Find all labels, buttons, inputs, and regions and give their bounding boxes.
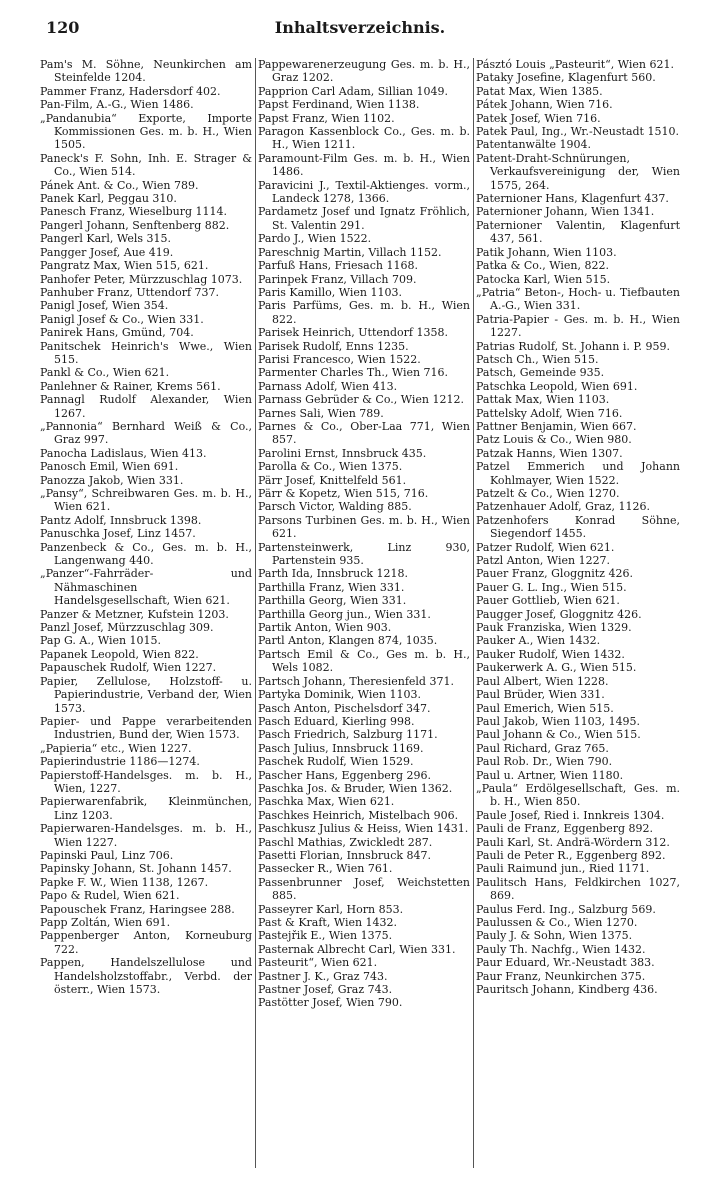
index-entry: Pangger Josef, Aue 419.: [40, 245, 174, 259]
index-entry: Panozza Jakob, Wien 331.: [40, 473, 184, 487]
index-entry: Patek Paul, Ing., Wr.-Neustadt 1510.: [476, 125, 679, 139]
index-entry: Pattak Max, Wien 1103.: [476, 393, 610, 407]
index-entry: Paramount-Film Ges. m. b. H., Wien 1486.: [258, 151, 470, 179]
index-entry: Patsch Ch., Wien 515.: [476, 352, 599, 366]
index-entry: Paule Josef, Ried i. Innkreis 1304.: [476, 808, 665, 822]
index-entry: Paul u. Artner, Wien 1180.: [476, 768, 624, 782]
index-entry: Papke F. W., Wien 1138, 1267.: [40, 875, 209, 889]
index-entry: Pauer G. L. Ing., Wien 515.: [476, 580, 627, 594]
column-divider: [473, 58, 474, 1168]
index-entry: Partik Anton, Wien 903.: [258, 621, 392, 635]
index-entry: Pangratz Max, Wien 515, 621.: [40, 259, 209, 273]
index-entry: Passecker R., Wien 761.: [258, 862, 393, 876]
index-entry: Papier- und Pappe verarbeitenden Industrien, Bund der, Wien 1573.: [40, 714, 252, 742]
index-entry: Paugger Josef, Gloggnitz 426.: [476, 607, 642, 621]
index-entry: Pasternak Albrecht Carl, Wien 331.: [258, 942, 456, 956]
index-entry: Pastner Josef, Graz 743.: [258, 983, 393, 997]
index-entry: Parisek Heinrich, Uttendorf 1358.: [258, 326, 448, 340]
index-entry: Panlehner & Rainer, Krems 561.: [40, 379, 221, 393]
index-entry: Pareschnig Martin, Villach 1152.: [258, 245, 442, 259]
index-entry: Pasch Eduard, Kierling 998.: [258, 714, 415, 728]
index-entry: Paschkusz Julius & Heiss, Wien 1431.: [258, 822, 469, 836]
index-entry: Partsch Johann, Theresienfeld 371.: [258, 674, 454, 688]
index-entry: Parnass Adolf, Wien 413.: [258, 379, 398, 393]
index-entry: Pataky Josefine, Klagenfurt 560.: [476, 71, 656, 85]
index-entry: Parolla & Co., Wien 1375.: [258, 460, 403, 474]
index-entry: Parolini Ernst, Innsbruck 435.: [258, 446, 427, 460]
index-entry: Pauli de Franz, Eggenberg 892.: [476, 822, 653, 836]
index-entry: Paschl Mathias, Zwickledt 287.: [258, 835, 433, 849]
index-entry: Pauly Th. Nachfg., Wien 1432.: [476, 942, 646, 956]
index-entry: Parinpek Franz, Villach 709.: [258, 272, 417, 286]
index-entry: Pastejřik E., Wien 1375.: [258, 929, 393, 943]
index-entry: „Panzer“-Fahrräder- und Nähmaschinen Handelsgesellschaft, Wien 621.: [40, 567, 252, 608]
index-entry: Patent-Draht-Schnürungen, Verkaufsvereinigung der, Wien 1575, 264.: [476, 151, 680, 192]
index-entry: Pauli Raimund jun., Ried 1171.: [476, 862, 650, 876]
index-entry: Pam's M. Söhne, Neunkirchen am Steinfelde 1204.: [40, 58, 252, 85]
index-entry: Paulus Ferd. Ing., Salzburg 569.: [476, 902, 656, 916]
index-entry: Panhofer Peter, Mürzzuschlag 1073.: [40, 272, 243, 286]
index-entry: Paul Emerich, Wien 515.: [476, 701, 614, 715]
index-entry: Pardo J., Wien 1522.: [258, 232, 372, 246]
index-entry: Panosch Emil, Wien 691.: [40, 460, 179, 474]
index-entry: Pappen, Handelszellulose und Handelsholzstoffabr., Verbd. der österr., Wien 1573.: [40, 956, 252, 997]
index-entry: Pasch Friedrich, Salzburg 1171.: [258, 728, 438, 742]
page-number: 120: [46, 18, 80, 37]
index-entry: Pangerl Karl, Wels 315.: [40, 232, 171, 246]
index-entry: Papst Ferdinand, Wien 1138.: [258, 98, 420, 112]
index-column-3: [476, 58, 680, 1168]
index-entry: Patria-Papier - Ges. m. b. H., Wien 1227.: [476, 312, 680, 340]
index-entry: Parthilla Georg jun., Wien 331.: [258, 607, 431, 621]
index-column-2: [258, 58, 470, 1168]
index-entry: Parnass Gebrüder & Co., Wien 1212.: [258, 393, 464, 407]
index-entry: Panigl Josef & Co., Wien 331.: [40, 312, 204, 326]
index-entry: Paschka Max, Wien 621.: [258, 795, 395, 809]
index-entry: Paschka Jos. & Bruder, Wien 1362.: [258, 781, 453, 795]
index-entry: Pasteurit“, Wien 621.: [258, 956, 378, 970]
index-entry: Passenbrunner Josef, Weichstetten 885.: [258, 875, 470, 903]
index-entry: Panuschka Josef, Linz 1457.: [40, 527, 196, 541]
index-entry: Papierstoff-Handelsges. m. b. H., Wien, 1227.: [40, 768, 252, 795]
index-entry: Pammer Franz, Hadersdorf 402.: [40, 84, 221, 98]
index-entry: Pangerl Johann, Senftenberg 882.: [40, 218, 230, 232]
index-entry: Patzak Hanns, Wien 1307.: [476, 446, 623, 460]
index-entry: Patik Johann, Wien 1103.: [476, 245, 617, 259]
index-entry: Pasch Anton, Pischelsdorf 347.: [258, 701, 431, 715]
index-entry: Parthilla Georg, Wien 331.: [258, 594, 407, 608]
index-entry: Partsch Emil & Co., Ges m. b. H., Wels 1082.: [258, 647, 470, 675]
index-entry: Pauli de Peter R., Eggenberg 892.: [476, 848, 666, 862]
index-entry: Pascher Hans, Eggenberg 296.: [258, 768, 432, 782]
index-entry: Papauschek Rudolf, Wien 1227.: [40, 661, 217, 675]
index-entry: Pauker A., Wien 1432.: [476, 634, 601, 648]
index-entry: Pauer Franz, Gloggnitz 426.: [476, 567, 633, 581]
index-entry: Pattelsky Adolf, Wien 716.: [476, 406, 623, 420]
index-entry: Papp Zoltán, Wien 691.: [40, 916, 171, 929]
index-entry: Patrias Rudolf, St. Johann i. P. 959.: [476, 339, 671, 353]
index-entry: Past & Kraft, Wien 1432.: [258, 916, 398, 929]
index-entry: Paur Franz, Neunkirchen 375.: [476, 969, 646, 983]
index-entry: Patek Josef, Wien 716.: [476, 111, 601, 125]
index-entry: Parsons Turbinen Ges. m. b. H., Wien 621.: [258, 513, 470, 541]
index-entry: Patzel Emmerich und Johann Kohlmayer, Wien 1522.: [476, 460, 680, 487]
index-column-1: [40, 58, 252, 1168]
index-entry: Pärr & Kopetz, Wien 515, 716.: [258, 487, 429, 500]
index-entry: Paur Eduard, Wr.-Neustadt 383.: [476, 956, 655, 970]
index-entry: Papierindustrie 1186—1274.: [40, 755, 200, 769]
index-entry: Patzl Anton, Wien 1227.: [476, 554, 611, 568]
index-entry: Pasetti Florian, Innsbruck 847.: [258, 848, 432, 862]
index-entry: Paternioner Hans, Klagenfurt 437.: [476, 192, 669, 206]
index-entry: Papprion Carl Adam, Sillian 1049.: [258, 84, 448, 98]
index-entry: Paschkes Heinrich, Mistelbach 906.: [258, 808, 459, 822]
index-entry: Pantz Adolf, Innsbruck 1398.: [40, 513, 202, 527]
index-entry: Parnes Sali, Wien 789.: [258, 406, 384, 420]
index-entry: „Pansy“, Schreibwaren Ges. m. b. H., Wien 621.: [40, 487, 252, 514]
index-entry: Patschka Leopold, Wien 691.: [476, 379, 638, 393]
index-entry: Patsch, Gemeinde 935.: [476, 366, 605, 380]
index-entry: Panocha Ladislaus, Wien 413.: [40, 446, 207, 460]
index-entry: Pan-Film, A.-G., Wien 1486.: [40, 98, 194, 112]
index-entry: Parth Ida, Innsbruck 1218.: [258, 567, 409, 581]
index-entry: „Patria“ Beton-, Hoch- u. Tiefbauten A.-G., Wien 331.: [476, 285, 680, 313]
index-entry: Pastner J. K., Graz 743.: [258, 969, 388, 983]
index-entry: Patz Louis & Co., Wien 980.: [476, 433, 632, 447]
index-entry: Panek Karl, Peggau 310.: [40, 192, 177, 206]
index-entry: „Pandanubia“ Exporte, Importe Kommissionen Ges. m. b. H., Wien 1505.: [40, 111, 252, 152]
index-entry: Partl Anton, Klangen 874, 1035.: [258, 634, 438, 648]
index-entry: Paris Kamillo, Wien 1103.: [258, 285, 402, 299]
index-entry: Paukerwerk A. G., Wien 515.: [476, 661, 637, 675]
index-entry: Patzenhofers Konrad Söhne, Siegendorf 1455.: [476, 513, 680, 541]
index-entry: Papier, Zellulose, Holzstoff- u. Papierindustrie, Verband der, Wien 1573.: [40, 674, 252, 715]
index-entry: Parnes & Co., Ober-Laa 771, Wien 857.: [258, 419, 470, 447]
index-entry: Panirek Hans, Gmünd, 704.: [40, 326, 194, 340]
index-entry: Pappewarenerzeugung Ges. m. b. H., Graz 1202.: [258, 58, 470, 85]
page-header: [40, 14, 680, 42]
index-entry: Paul Brüder, Wien 331.: [476, 688, 605, 702]
index-entry: Patzenhauer Adolf, Graz, 1126.: [476, 500, 650, 514]
column-divider: [255, 58, 256, 1168]
index-entry: Pásztó Louis „Pasteurit“, Wien 621.: [476, 58, 674, 71]
index-entry: Patat Max, Wien 1385.: [476, 84, 603, 98]
index-entry: Pauli Karl, St. Andrä-Wördern 312.: [476, 835, 670, 849]
index-entry: Panhuber Franz, Uttendorf 737.: [40, 285, 220, 299]
index-entry: Pankl & Co., Wien 621.: [40, 366, 170, 380]
index-entry: Panzer & Metzner, Kufstein 1203.: [40, 607, 229, 621]
index-entry: Paneck's F. Sohn, Inh. E. Strager & Co., Wien 514.: [40, 151, 252, 179]
index-entry: Pauritsch Johann, Kindberg 436.: [476, 983, 658, 997]
index-entry: Pauker Rudolf, Wien 1432.: [476, 647, 625, 661]
index-entry: Patzelt & Co., Wien 1270.: [476, 487, 620, 500]
index-entry: Parfuß Hans, Friesach 1168.: [258, 259, 418, 273]
index-entry: Paravicini J., Textil-Aktienges. vorm., Landeck 1278, 1366.: [258, 178, 470, 206]
index-entry: Parmenter Charles Th., Wien 716.: [258, 366, 449, 380]
index-entry: Panzl Josef, Mürzzuschlag 309.: [40, 621, 214, 635]
index-entry: Pattner Benjamin, Wien 667.: [476, 419, 637, 433]
index-entry: Parthilla Franz, Wien 331.: [258, 580, 405, 594]
index-entry: Paul Richard, Graz 765.: [476, 741, 609, 755]
index-entry: Paul Johann & Co., Wien 515.: [476, 728, 641, 742]
index-entry: „Pannonia“ Bernhard Weiß & Co., Graz 997.: [40, 419, 252, 447]
index-entry: Pauer Gottlieb, Wien 621.: [476, 594, 620, 608]
index-entry: Papierwaren-Handelsges. m. b. H., Wien 1227.: [40, 822, 252, 849]
index-entry: Panzenbeck & Co., Ges. m. b. H., Langenwang 440.: [40, 540, 252, 568]
index-entry: Passeyrer Karl, Horn 853.: [258, 902, 404, 916]
index-entry: Panesch Franz, Wieselburg 1114.: [40, 205, 227, 219]
index-entry: Patzer Rudolf, Wien 621.: [476, 540, 615, 554]
index-entry: Papinsky Johann, St. Johann 1457.: [40, 862, 232, 876]
index-entry: Paris Parfüms, Ges. m. b. H., Wien 822.: [258, 299, 470, 326]
index-entry: Paulussen & Co., Wien 1270.: [476, 916, 638, 929]
index-entry: Pap G. A., Wien 1015.: [40, 634, 162, 648]
index-entry: Papst Franz, Wien 1102.: [258, 111, 395, 125]
index-entry: Parisek Rudolf, Enns 1235.: [258, 339, 409, 353]
index-entry: Paternioner Johann, Wien 1341.: [476, 205, 655, 219]
index-entry: Pärr Josef, Knittelfeld 561.: [258, 473, 407, 487]
index-entry: Paul Jakob, Wien 1103, 1495.: [476, 714, 641, 728]
index-entry: Patocka Karl, Wien 515.: [476, 272, 611, 286]
index-entry: Parsch Victor, Walding 885.: [258, 500, 412, 514]
index-entry: Parisi Francesco, Wien 1522.: [258, 352, 421, 366]
index-entry: Paternioner Valentin, Klagenfurt 437, 561.: [476, 218, 680, 246]
index-entry: Paschek Rudolf, Wien 1529.: [258, 755, 414, 769]
index-entry: Partensteinwerk, Linz 930, Partenstein 935.: [258, 540, 470, 568]
index-entry: Papo & Rudel, Wien 621.: [40, 889, 180, 903]
index-entry: Paul Rob. Dr., Wien 790.: [476, 755, 613, 769]
index-entry: Papouschek Franz, Haringsee 288.: [40, 902, 235, 916]
index-entry: Pappenberger Anton, Korneuburg 722.: [40, 929, 252, 956]
index-entry: Pasch Julius, Innsbruck 1169.: [258, 741, 424, 755]
index-entry: Pauly J. & Sohn, Wien 1375.: [476, 929, 633, 943]
index-entry: „Papieria“ etc., Wien 1227.: [40, 741, 192, 755]
index-entry: Panigl Josef, Wien 354.: [40, 299, 169, 313]
index-entry: Pardametz Josef und Ignatz Fröhlich, St. Valentin 291.: [258, 205, 470, 232]
page-title: Inhaltsverzeichnis.: [274, 18, 446, 37]
index-entry: Papanek Leopold, Wien 822.: [40, 647, 199, 661]
index-entry: Paragon Kassenblock Co., Ges. m. b. H., Wien 1211.: [258, 125, 470, 152]
index-entry: Partyka Dominik, Wien 1103.: [258, 688, 421, 702]
index-columns: [40, 58, 680, 1168]
index-entry: Paul Albert, Wien 1228.: [476, 674, 609, 688]
index-entry: Papierwarenfabrik, Kleinmünchen, Linz 1203.: [40, 795, 252, 822]
index-entry: Panitschek Heinrich's Wwe., Wien 515.: [40, 339, 252, 366]
index-entry: „Paula“ Erdölgesellschaft, Ges. m. b. H., Wien 850.: [476, 781, 680, 809]
index-entry: Paulitsch Hans, Feldkirchen 1027, 869.: [476, 875, 680, 903]
index-entry: Patentanwälte 1904.: [476, 138, 591, 152]
index-entry: Pannagl Rudolf Alexander, Wien 1267.: [40, 393, 252, 420]
index-entry: Pauk Franziska, Wien 1329.: [476, 621, 632, 635]
index-entry: Patka & Co., Wien, 822.: [476, 259, 609, 273]
index-entry: Pánek Ant. & Co., Wien 789.: [40, 178, 199, 192]
index-entry: Pastötter Josef, Wien 790.: [258, 996, 403, 1010]
index-entry: Papinski Paul, Linz 706.: [40, 848, 174, 862]
index-entry: Pátek Johann, Wien 716.: [476, 98, 613, 112]
